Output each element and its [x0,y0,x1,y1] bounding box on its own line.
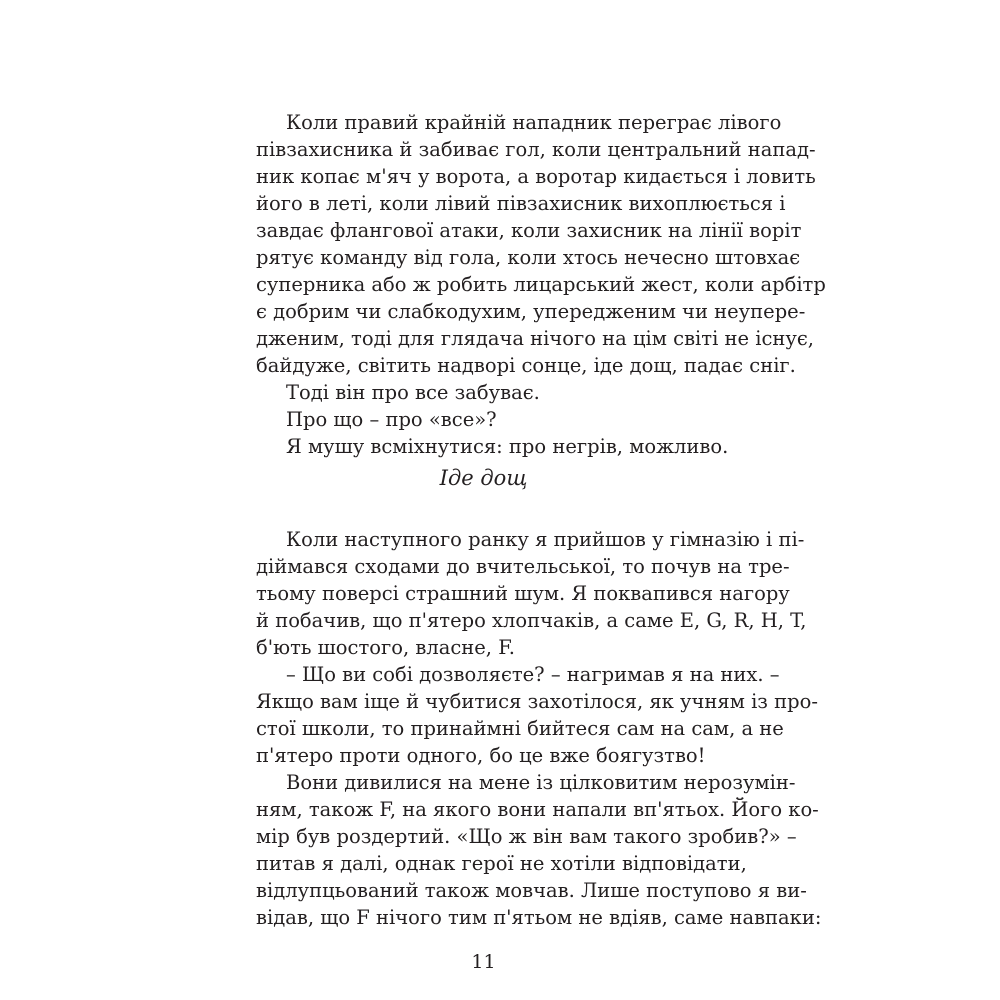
text-line: рятує команду від гола, коли хтось нечесно штовхає [256,246,801,269]
text-line: відав, що F нічого тим п'ятьом не вдіяв, саме навпаки: [256,906,822,929]
text-line: тьому поверсі страшний шум. Я поквапився нагору [256,582,790,605]
text-line: й побачив, що п'ятеро хлопчаків, а саме E, G, R, H, T, [256,609,807,632]
text-line: півзахисника й забиває гол, коли центральний напад- [256,138,816,161]
text-line: стої школи, то принаймні бийтеся сам на сам, а не [256,717,784,740]
text-line: Коли наступного ранку я прийшов у гімназію і пі- [286,528,805,551]
text-line: Коли правий крайній нападник переграє лівого [286,111,782,134]
text-line: Якщо вам іще й чубитися захотілося, як учням із про- [256,690,818,713]
text-line: Про що – про «все»? [286,408,497,431]
text-line: ням, також F, на якого вони напали вп'ятьох. Його ко- [256,798,819,821]
text-line: Я мушу всміхнутися: про негрів, можливо. [286,435,729,458]
page-number: 11 [471,951,496,973]
text-line: п'ятеро проти одного, бо це вже боягузтво! [256,744,706,767]
text-line: питав я далі, однак герої не хотіли відповідати, [256,852,747,875]
text-line: суперника або ж робить лицарський жест, коли арбітр [256,273,826,296]
text-line: б'ють шостого, власне, F. [256,636,515,659]
text-line: байдуже, світить надворі сонце, іде дощ, падає сніг. [256,354,796,377]
text-line: дженим, тоді для глядача нічого на цім світі не існує, [256,327,814,350]
section-heading: Іде дощ [439,466,528,490]
text-line: ник копає м'яч у ворота, а воротар кидається і ловить [256,165,816,188]
text-line: діймався сходами до вчительської, то почув на тре- [256,555,790,578]
text-line: відлупцьований також мовчав. Лише поступово я ви- [256,879,807,902]
text-line: Вони дивилися на мене із цілковитим нерозумін- [286,771,796,794]
text-line: є добрим чи слабкодухим, упередженим чи неупере- [256,300,806,323]
text-line: його в леті, коли лівий півзахисник вихоплюється і [256,192,786,215]
text-line: Тоді він про все забуває. [286,381,540,404]
text-line: мір був роздертий. «Що ж він вам такого зробив?» – [256,825,797,848]
text-line: – Що ви собі дозволяєте? – нагримав я на них. – [286,663,780,686]
text-line: завдає флангової атаки, коли захисник на лінії воріт [256,219,802,242]
